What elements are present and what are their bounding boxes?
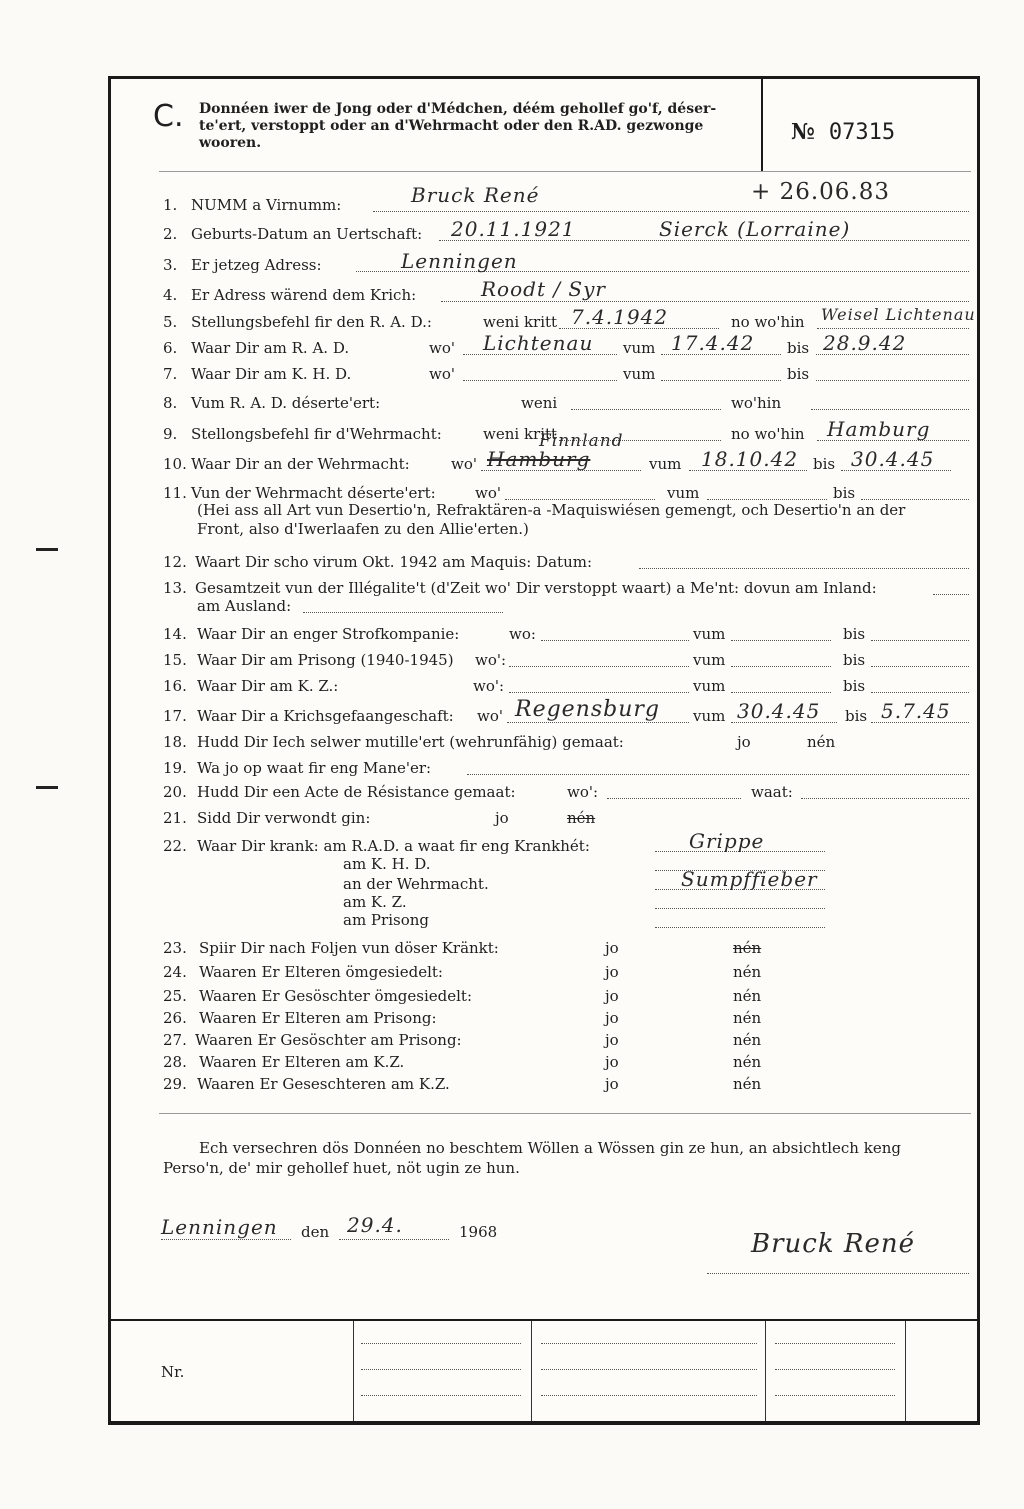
footer-field-line bbox=[361, 1343, 521, 1344]
field-label: Waar Dir am K. Z.: bbox=[197, 677, 339, 695]
handwritten-date: 18.10.42 bbox=[701, 447, 799, 471]
item-number: 16. bbox=[163, 677, 187, 695]
option-jo: jo bbox=[737, 733, 751, 751]
handwritten-place: Regensburg bbox=[515, 697, 660, 722]
den-label: den bbox=[301, 1223, 330, 1241]
item-number: 2. bbox=[163, 225, 178, 243]
field-label: NUMM a Virnumm: bbox=[191, 196, 342, 214]
item-number: 17. bbox=[163, 707, 187, 725]
wo-label: wo: bbox=[509, 625, 536, 643]
signature: Bruck René bbox=[751, 1229, 915, 1259]
field-line bbox=[507, 722, 689, 723]
wo-label: wo' bbox=[475, 484, 501, 502]
field-label-secondary: am Ausland: bbox=[197, 597, 292, 615]
declaration-text: Ech versechren dös Donnéen no beschtem Wöllen a Wössen gin ze hun, an absichtlech keng bbox=[199, 1139, 901, 1157]
field-line bbox=[639, 568, 969, 569]
nowohin-label: no wo'hin bbox=[731, 425, 805, 443]
item-number: 8. bbox=[163, 394, 178, 412]
handwritten-place-correction: Finnland bbox=[539, 431, 624, 451]
field-line bbox=[731, 640, 831, 641]
bis-label: bis bbox=[843, 651, 866, 669]
item-number: 23. bbox=[163, 939, 187, 957]
item-number: 1. bbox=[163, 196, 178, 214]
field-label: Stellongsbefehl fir d'Wehrmacht: bbox=[191, 425, 442, 443]
field-line bbox=[505, 499, 655, 500]
field-line bbox=[861, 499, 969, 500]
footer-divider bbox=[905, 1321, 906, 1421]
field-line bbox=[541, 640, 689, 641]
field-label: Waaren Er Elteren ömgesiedelt: bbox=[199, 963, 443, 981]
field-label: Waar Dir an der Wehrmacht: bbox=[191, 455, 410, 473]
field-label: Sidd Dir verwondt gin: bbox=[197, 809, 371, 827]
option-jo: jo bbox=[605, 1053, 619, 1071]
field-line bbox=[339, 1239, 449, 1240]
bis-label: bis bbox=[843, 625, 866, 643]
handwritten-death-date: + 26.06.83 bbox=[751, 179, 891, 205]
wo-label: wo': bbox=[475, 651, 507, 669]
bis-label: bis bbox=[787, 339, 810, 357]
handwritten-illness: Sumpffieber bbox=[681, 867, 818, 891]
field-label: Er Adress wärend dem Krich: bbox=[191, 286, 417, 304]
vum-label: vum bbox=[649, 455, 682, 473]
weni-label: weni kritt bbox=[483, 425, 558, 443]
field-label: Hudd Dir Iech selwer mutille'ert (wehrunfähig) gemaat: bbox=[197, 733, 624, 751]
option-jo: jo bbox=[605, 1075, 619, 1093]
item-number: 26. bbox=[163, 1009, 187, 1027]
handwritten-date: 7.4.1942 bbox=[571, 305, 669, 329]
field-line bbox=[871, 666, 969, 667]
handwritten-date: 28.9.42 bbox=[823, 331, 907, 355]
item-number: 4. bbox=[163, 286, 178, 304]
option-nen-struck: nén bbox=[567, 809, 596, 827]
item-number: 12. bbox=[163, 553, 187, 571]
item-number: 20. bbox=[163, 783, 187, 801]
field-label: Waar Dir am K. H. D. bbox=[191, 365, 352, 383]
field-line bbox=[661, 380, 781, 381]
field-line bbox=[816, 380, 969, 381]
field-line bbox=[161, 1239, 291, 1240]
field-note: Front, also d'Iwerlaafen zu den Allie'erten.) bbox=[197, 520, 529, 538]
item-number: 28. bbox=[163, 1053, 187, 1071]
item-number: 24. bbox=[163, 963, 187, 981]
wohin-label: wo'hin bbox=[731, 394, 782, 412]
option-nen: nén bbox=[733, 1031, 762, 1049]
vum-label: vum bbox=[623, 339, 656, 357]
footer-field-line bbox=[775, 1343, 895, 1344]
field-label: Waar Dir an enger Strofkompanie: bbox=[197, 625, 460, 643]
handwritten-illness: Grippe bbox=[689, 829, 765, 853]
item-number: 9. bbox=[163, 425, 178, 443]
item-number: 21. bbox=[163, 809, 187, 827]
field-label: Stellungsbefehl fir den R. A. D.: bbox=[191, 313, 432, 331]
field-label: Waaren Er Gesöschter ömgesiedelt: bbox=[199, 987, 473, 1005]
option-jo: jo bbox=[605, 939, 619, 957]
option-jo: jo bbox=[605, 1009, 619, 1027]
field-line bbox=[817, 328, 969, 329]
item-number: 22. bbox=[163, 837, 187, 855]
item-number: 29. bbox=[163, 1075, 187, 1093]
option-jo: jo bbox=[605, 987, 619, 1005]
field-line bbox=[655, 908, 825, 909]
number-value: 07315 bbox=[828, 120, 896, 145]
field-line bbox=[707, 499, 827, 500]
field-label: Waaren Er Gesöschter am Prisong: bbox=[195, 1031, 462, 1049]
footer-field-line bbox=[775, 1395, 895, 1396]
handwritten-place: Weisel Lichtenau bbox=[821, 305, 976, 324]
handwritten-address: Lenningen bbox=[401, 249, 518, 273]
field-line bbox=[303, 612, 503, 613]
field-label: Waar Dir a Krichsgefaangeschaft: bbox=[197, 707, 454, 725]
footer-field-line bbox=[541, 1395, 757, 1396]
field-line bbox=[463, 380, 617, 381]
handwritten-date: 17.4.42 bbox=[671, 331, 755, 355]
sub-label: am K. H. D. bbox=[343, 855, 431, 873]
form-title: Donnéen iwer de Jong oder d'Médchen, déém gehollef go'f, déser-te'ert, verstoppt oder an d'Wehrmacht oder den R.AD. gezwonge wooren. bbox=[199, 101, 717, 151]
item-number: 11. bbox=[163, 484, 187, 502]
bis-label: bis bbox=[845, 707, 868, 725]
handwritten-place: Lichtenau bbox=[483, 331, 594, 355]
field-line bbox=[509, 666, 689, 667]
field-line bbox=[731, 666, 831, 667]
margin-mark bbox=[36, 548, 58, 551]
vum-label: vum bbox=[667, 484, 700, 502]
declaration-text: Perso'n, de' mir gehollef huet, nöt ugin ze hun. bbox=[163, 1159, 520, 1177]
handwritten-date: 5.7.45 bbox=[881, 699, 951, 723]
item-number: 18. bbox=[163, 733, 187, 751]
field-label: Waar Dir krank: am R.A.D. a waat fir eng Krankhét: bbox=[197, 837, 590, 855]
handwritten-war-address: Roodt / Syr bbox=[481, 277, 606, 301]
form-number bbox=[791, 119, 895, 145]
sub-label: am Prisong bbox=[343, 911, 429, 929]
item-number: 5. bbox=[163, 313, 178, 331]
vum-label: vum bbox=[693, 625, 726, 643]
handwritten-date: 30.4.45 bbox=[851, 447, 935, 471]
field-line bbox=[811, 409, 969, 410]
item-number: 27. bbox=[163, 1031, 187, 1049]
field-line bbox=[441, 301, 969, 302]
weni-label: weni bbox=[521, 394, 558, 412]
form-frame bbox=[108, 76, 980, 1425]
wo-label: wo': bbox=[567, 783, 599, 801]
option-jo: jo bbox=[495, 809, 509, 827]
year-label: 1968 bbox=[459, 1223, 498, 1241]
header-divider bbox=[761, 79, 763, 171]
field-label: Waar Dir am R. A. D. bbox=[191, 339, 350, 357]
option-nen: nén bbox=[733, 1053, 762, 1071]
item-number: 25. bbox=[163, 987, 187, 1005]
field-line bbox=[467, 774, 969, 775]
footer-divider bbox=[353, 1321, 354, 1421]
footer-top-rule bbox=[111, 1319, 977, 1321]
wo-label: wo' bbox=[477, 707, 503, 725]
field-line bbox=[571, 409, 721, 410]
option-nen: nén bbox=[733, 987, 762, 1005]
field-label: Wa jo op waat fir eng Mane'er: bbox=[197, 759, 432, 777]
footer-field-line bbox=[541, 1343, 757, 1344]
handwritten-date: 30.4.45 bbox=[737, 699, 821, 723]
handwritten-date: 29.4. bbox=[347, 1213, 403, 1237]
item-number: 10. bbox=[163, 455, 187, 473]
field-label: Geburts-Datum an Uertschaft: bbox=[191, 225, 423, 243]
nr-label: Nr. bbox=[161, 1363, 185, 1381]
bis-label: bis bbox=[813, 455, 836, 473]
field-note: (Hei ass all Art vun Desertio'n, Refraktären-a -Maquiswiésen gemengt, och Desertio'n an der bbox=[197, 501, 906, 519]
field-line bbox=[871, 640, 969, 641]
sub-label: an der Wehrmacht. bbox=[343, 875, 489, 893]
field-label: Gesamtzeit vun der Illégalite't (d'Zeit wo' Dir verstoppt waart) a Me'nt: dovun am Inland: bbox=[195, 579, 877, 597]
field-line bbox=[655, 927, 825, 928]
handwritten-place: Lenningen bbox=[161, 1215, 278, 1239]
field-label: Spiir Dir nach Foljen vun döser Kränkt: bbox=[199, 939, 499, 957]
field-line bbox=[871, 692, 969, 693]
option-jo: jo bbox=[605, 1031, 619, 1049]
margin-mark bbox=[36, 786, 58, 789]
item-number: 19. bbox=[163, 759, 187, 777]
waat-label: waat: bbox=[751, 783, 793, 801]
footer-field-line bbox=[775, 1369, 895, 1370]
item-number: 3. bbox=[163, 256, 178, 274]
declaration-separator bbox=[159, 1113, 971, 1114]
option-nen-struck: nén bbox=[733, 939, 762, 957]
field-line bbox=[731, 692, 831, 693]
wo-label: wo': bbox=[473, 677, 505, 695]
vum-label: vum bbox=[623, 365, 656, 383]
vum-label: vum bbox=[693, 651, 726, 669]
handwritten-place-struck: Hamburg bbox=[487, 447, 591, 471]
item-number: 6. bbox=[163, 339, 178, 357]
vum-label: vum bbox=[693, 707, 726, 725]
footer-field-line bbox=[541, 1369, 757, 1370]
field-label: Waart Dir scho virum Okt. 1942 am Maquis: Datum: bbox=[195, 553, 593, 571]
header-separator bbox=[159, 171, 971, 172]
option-nen: nén bbox=[807, 733, 836, 751]
nowohin-label: no wo'hin bbox=[731, 313, 805, 331]
item-number: 15. bbox=[163, 651, 187, 669]
item-number: 13. bbox=[163, 579, 187, 597]
field-label: Vun der Wehrmacht déserte'ert: bbox=[191, 484, 436, 502]
handwritten-birth-date: 20.11.1921 bbox=[451, 217, 576, 241]
handwritten-place: Hamburg bbox=[827, 417, 931, 441]
option-nen: nén bbox=[733, 1075, 762, 1093]
footer-field-line bbox=[361, 1369, 521, 1370]
weni-label: weni kritt bbox=[483, 313, 558, 331]
signature-line bbox=[707, 1273, 969, 1274]
wo-label: wo' bbox=[451, 455, 477, 473]
field-line bbox=[373, 211, 969, 212]
section-letter: C. bbox=[153, 99, 184, 134]
field-line bbox=[509, 692, 689, 693]
field-label: Waaren Er Geseschteren am K.Z. bbox=[197, 1075, 450, 1093]
field-line bbox=[607, 798, 741, 799]
field-label: Waar Dir am Prisong (1940-1945) bbox=[197, 651, 454, 669]
field-label: Waaren Er Elteren am K.Z. bbox=[199, 1053, 405, 1071]
field-label: Waaren Er Elteren am Prisong: bbox=[199, 1009, 437, 1027]
item-number: 14. bbox=[163, 625, 187, 643]
footer-divider bbox=[765, 1321, 766, 1421]
field-label: Er jetzeg Adress: bbox=[191, 256, 322, 274]
sub-label: am K. Z. bbox=[343, 893, 407, 911]
item-number: 7. bbox=[163, 365, 178, 383]
option-nen: nén bbox=[733, 1009, 762, 1027]
footer-divider bbox=[531, 1321, 532, 1421]
bis-label: bis bbox=[833, 484, 856, 502]
field-label: Hudd Dir een Acte de Résistance gemaat: bbox=[197, 783, 516, 801]
footer-field-line bbox=[361, 1395, 521, 1396]
wo-label: wo' bbox=[429, 339, 455, 357]
field-line bbox=[801, 798, 969, 799]
bis-label: bis bbox=[843, 677, 866, 695]
option-nen: nén bbox=[733, 963, 762, 981]
handwritten-birth-place: Sierck (Lorraine) bbox=[659, 217, 851, 241]
number-sign: № bbox=[791, 119, 815, 145]
wo-label: wo' bbox=[429, 365, 455, 383]
field-label: Vum R. A. D. déserte'ert: bbox=[191, 394, 381, 412]
option-jo: jo bbox=[605, 963, 619, 981]
field-line bbox=[933, 594, 969, 595]
handwritten-name: Bruck René bbox=[411, 183, 540, 207]
vum-label: vum bbox=[693, 677, 726, 695]
bis-label: bis bbox=[787, 365, 810, 383]
